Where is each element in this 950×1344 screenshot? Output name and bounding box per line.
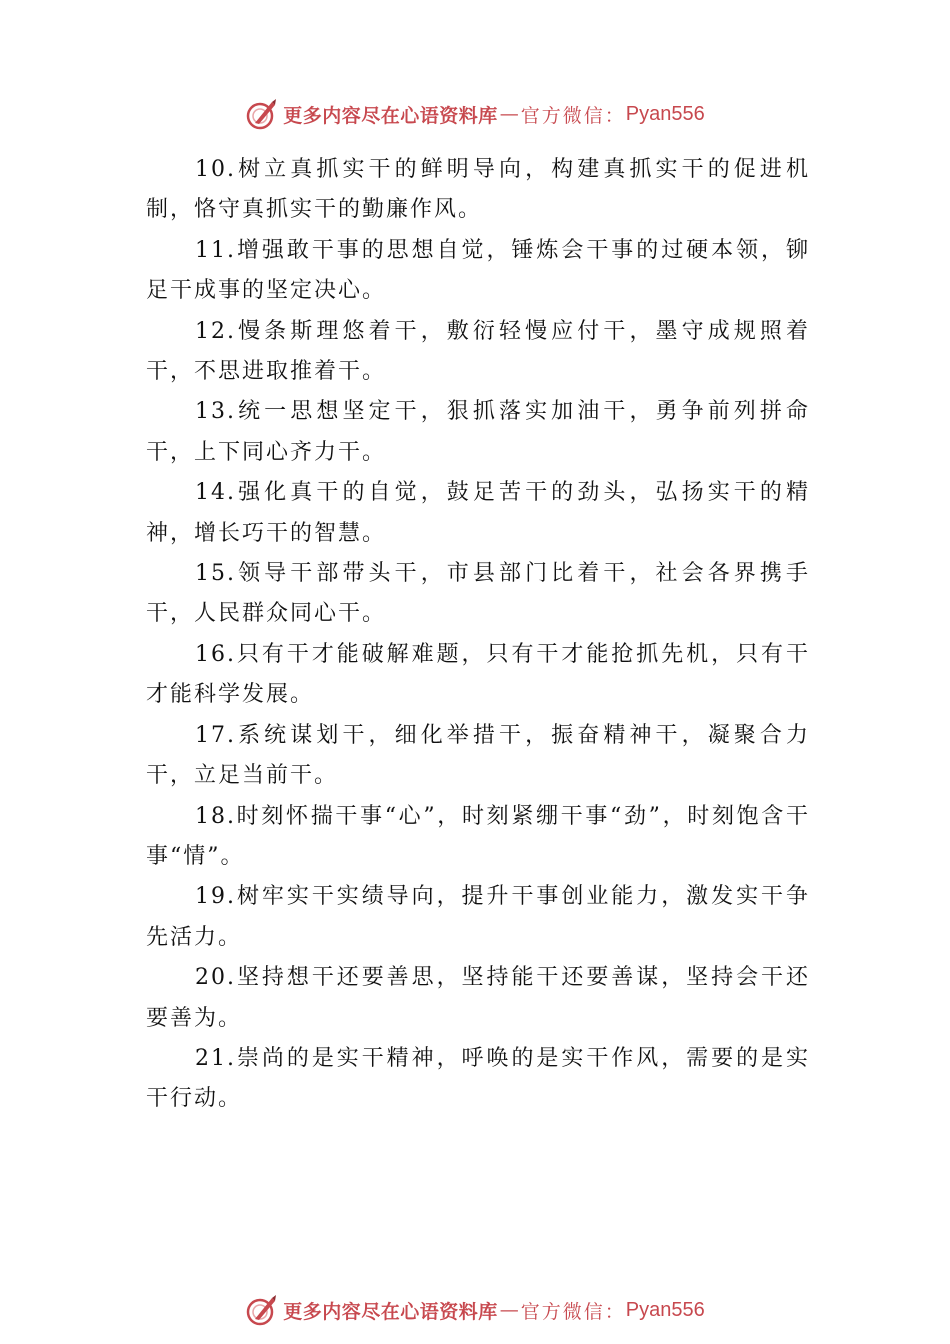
paragraph-12: 12.慢条斯理悠着干，敷衍轻慢应付干，墨守成规照着干，不思进取推着干。	[146, 318, 810, 385]
paragraph-20: 20.坚持想干还要善思，坚持能干还要善谋，坚持会干还要善为。	[146, 965, 810, 1031]
footer-banner	[0, 1290, 950, 1330]
banner-dash: —	[499, 1299, 519, 1321]
banner-account: Pyan556	[625, 1298, 705, 1321]
paragraph-13: 13.统一思想坚定干，狠抓落实加油干，勇争前列拼命干，上下同心齐力干。	[146, 399, 810, 465]
banner-dash: —	[499, 103, 519, 125]
paragraph-21: 21.崇尚的是实干精神，呼唤的是实干作风，需要的是实干行动。	[146, 1045, 810, 1112]
paragraph-15: 15.领导干部带头干，市县部门比着干，社会各界携手干，人民群众同心干。	[146, 561, 810, 627]
document-body	[146, 150, 810, 1120]
paragraph-17: 17.系统谋划干，细化举措干，振奋精神干，凝聚合力干，立足当前干。	[146, 722, 810, 789]
banner-wechat-label: 官方微信：	[520, 1300, 626, 1323]
paragraph-16: 16.只有干才能破解难题，只有干才能抢抓先机，只有干才能科学发展。	[146, 641, 810, 708]
banner-wechat-label: 官方微信：	[520, 104, 626, 127]
quill-logo-icon	[245, 1293, 279, 1327]
header-banner	[0, 94, 950, 134]
paragraph-18: 18.时刻怀揣干事“心”，时刻紧绷干事“劲”，时刻饱含干事“情”。	[146, 803, 810, 869]
banner-title: 更多内容尽在心语资料库	[283, 1300, 498, 1323]
paragraph-11: 11.增强敢干事的思想自觉，锤炼会干事的过硬本领，铆足干成事的坚定决心。	[146, 237, 810, 304]
banner-title: 更多内容尽在心语资料库	[283, 104, 498, 127]
paragraph-14: 14.强化真干的自觉，鼓足苦干的劲头，弘扬实干的精神，增长巧干的智慧。	[146, 480, 810, 546]
paragraph-19: 19.树牢实干实绩导向，提升干事创业能力，激发实干争先活力。	[146, 884, 810, 950]
quill-logo-icon	[245, 97, 279, 131]
paragraph-10: 10.树立真抓实干的鲜明导向，构建真抓实干的促进机制，恪守真抓实干的勤廉作风。	[146, 157, 810, 223]
banner-account: Pyan556	[625, 102, 705, 125]
